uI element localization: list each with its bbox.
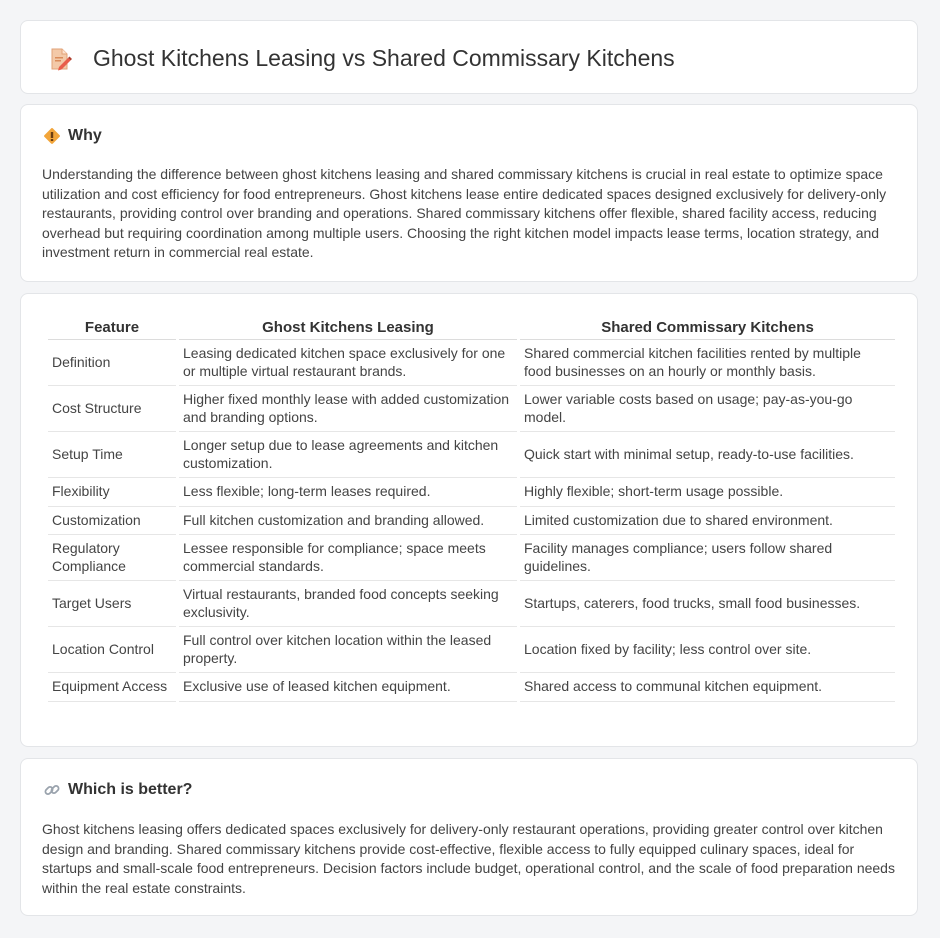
feature-cell: Customization (48, 507, 176, 536)
feature-cell: Regulatory Compliance (48, 535, 176, 581)
shared-cell: Highly flexible; short-term usage possible. (520, 478, 895, 507)
shared-cell: Shared access to communal kitchen equipment. (520, 673, 895, 702)
table-row (48, 386, 895, 432)
ghost-cell: Exclusive use of leased kitchen equipment. (179, 673, 517, 702)
ghost-cell: Virtual restaurants, branded food concepts seeking exclusivity. (179, 581, 517, 627)
diamond-sign-icon (43, 127, 61, 145)
table-row (48, 507, 895, 536)
why-section (20, 104, 918, 282)
table-row (48, 478, 895, 507)
why-title: Why (68, 127, 102, 144)
link-icon (43, 781, 61, 799)
page-title: Ghost Kitchens Leasing vs Shared Commissary Kitchens (93, 45, 675, 71)
edit-document-icon (47, 46, 73, 72)
feature-cell: Definition (48, 340, 176, 386)
shared-cell: Startups, caterers, food trucks, small food businesses. (520, 581, 895, 627)
table-row (48, 581, 895, 627)
comparison-table-card (20, 293, 918, 747)
ghost-cell: Higher fixed monthly lease with added customization and branding options. (179, 386, 517, 432)
feature-cell: Flexibility (48, 478, 176, 507)
feature-cell: Location Control (48, 627, 176, 673)
table-row (48, 340, 895, 386)
header-feature: Feature (48, 314, 176, 340)
table-header-row (48, 314, 895, 340)
table-row (48, 432, 895, 478)
which-is-better-section (20, 758, 918, 916)
table-row (48, 535, 895, 581)
table-row (48, 673, 895, 702)
ghost-cell: Full control over kitchen location within the leased property. (179, 627, 517, 673)
shared-cell: Location fixed by facility; less control over site. (520, 627, 895, 673)
shared-cell: Limited customization due to shared environment. (520, 507, 895, 536)
shared-cell: Lower variable costs based on usage; pay-as-you-go model. (520, 386, 895, 432)
feature-cell: Cost Structure (48, 386, 176, 432)
shared-cell: Facility manages compliance; users follow shared guidelines. (520, 535, 895, 581)
why-text: Understanding the difference between ghost kitchens leasing and shared commissary kitchens is crucial in real estate to optimize space utilization and cost efficiency for food entrepreneurs. Ghost kitchens lease entire dedicated spaces designed exclusively for delivery-only restaurants, providing control over branding and operations. Shared commissary kitchens offer flexible, shared facility access, reducing overhead but requiring coordination among multiple users. Choosing the right kitchen model impacts lease terms, location strategy, and investment return in commercial real estate. (42, 166, 887, 261)
which-is-better-text: Ghost kitchens leasing offers dedicated spaces exclusively for delivery-only restaurant operations, providing greater control over kitchen design and branding. Shared commissary kitchens provide cost-effective, flexible access to fully equipped culinary spaces, ideal for startups and small-scale food entrepreneurs. Decision factors include budget, operational control, and the scale of food preparation needs within the real estate constraints. (42, 821, 895, 896)
shared-cell: Quick start with minimal setup, ready-to-use facilities. (520, 432, 895, 478)
ghost-cell: Lessee responsible for compliance; space meets commercial standards. (179, 535, 517, 581)
table-row (48, 627, 895, 673)
feature-cell: Equipment Access (48, 673, 176, 702)
comparison-table (45, 314, 898, 702)
header-shared-commissary: Shared Commissary Kitchens (520, 314, 895, 340)
feature-cell: Target Users (48, 581, 176, 627)
ghost-cell: Longer setup due to lease agreements and kitchen customization. (179, 432, 517, 478)
ghost-cell: Leasing dedicated kitchen space exclusively for one or multiple virtual restaurant brands. (179, 340, 517, 386)
feature-cell: Setup Time (48, 432, 176, 478)
which-is-better-title: Which is better? (68, 781, 193, 798)
ghost-cell: Less flexible; long-term leases required. (179, 478, 517, 507)
title-card (20, 20, 918, 94)
shared-cell: Shared commercial kitchen facilities rented by multiple food businesses on an hourly or monthly basis. (520, 340, 895, 386)
header-ghost-kitchens: Ghost Kitchens Leasing (179, 314, 517, 340)
ghost-cell: Full kitchen customization and branding allowed. (179, 507, 517, 536)
